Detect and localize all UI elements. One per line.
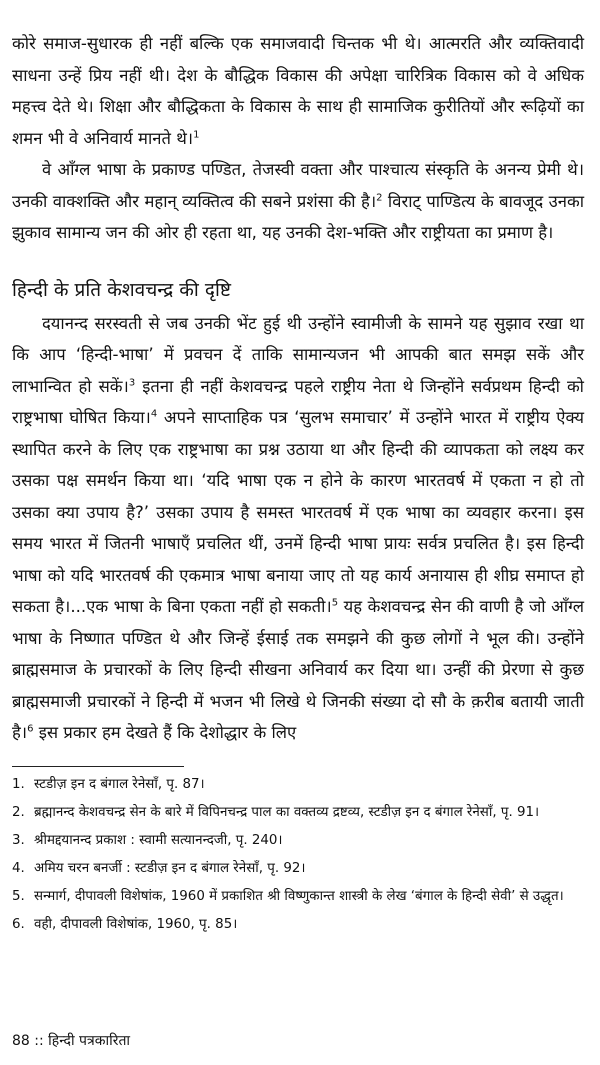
- footnote-number: 2.: [12, 804, 25, 820]
- footnote-text: वही, दीपावली विशेषांक, 1960, पृ. 85।: [34, 916, 238, 932]
- footnote-item: [12, 859, 584, 879]
- paragraph-text: कोरे समाज-सुधारक ही नहीं बल्कि एक समाजवादी चिन्तक भी थे। आत्मरति और व्यक्तिवादी साधना उन्हें प्रिय नहीं थी। देश के बौद्धिक विकास की अपेक्षा चारित्रिक विकास को वे अधिक महत्त्व देते थे। शिक्षा और बौद्धिकता के विकास के साथ ही सामाजिक कुरीतियों और रूढ़ियों का शमन भी वे अनिवार्य मानते थे।: [12, 34, 584, 148]
- footnote-ref: 6: [27, 723, 34, 735]
- section-heading: हिन्दी के प्रति केशवचन्द्र की दृष्टि: [12, 278, 231, 301]
- footnote-divider: [12, 766, 184, 767]
- footnote-text: श्रीमद्दयानन्द प्रकाश : स्वामी सत्यानन्दजी, पृ. 240।: [34, 832, 283, 848]
- footnote-number: 5.: [12, 888, 25, 904]
- footnote-number: 3.: [12, 832, 25, 848]
- footnote-item: [12, 887, 584, 907]
- page-folio: 88 :: हिन्दी पत्रकारिता: [12, 1033, 131, 1049]
- paragraph-text: यह केशवचन्द्र सेन की वाणी है जो आँग्ल भाषा के निष्णात पण्डित थे और जिन्हें ईसाई तक समझने की कुछ लोगों ने भूल की। उन्होंने ब्राह्मसमाज के प्रचारकों के लिए हिन्दी सीखना अनिवार्य कर दिया था। उन्हीं की प्रेरणा से कुछ ब्राह्मसमाजी प्रचारकों ने हिन्दी में भजन भी लिखे थे जिनकी संख्या दो सौ के क़रीब बतायी जाती है।: [12, 597, 584, 742]
- paragraph-text: इतना ही नहीं केशवचन्द्र पहले राष्ट्रीय नेता थे जिन्होंने सर्वप्रथम हिन्दी को राष्ट्रभाषा घोषित किया।: [12, 376, 584, 427]
- body-paragraph: [12, 308, 584, 749]
- footnote-ref: 4: [150, 408, 158, 420]
- footnote-item: [12, 775, 584, 795]
- paragraph-text: अपने साप्ताहिक पत्र ‘सुलभ समाचार’ में उन्होंने भारत में राष्ट्रीय ऐक्य स्थापित करने के लिए एक राष्ट्रभाषा का प्रश्न उठाया था और हिन्दी की व्यापकता को लक्ष्य कर उसका पक्ष समर्थन किया था। ‘यदि भाषा एक न होने के कारण भारतवर्ष में एकता न हो तो उसका क्या उपाय है?’ उसका उपाय है समस्त भारतवर्ष में एक भाषा का व्यवहार करना। इस समय भारत में जितनी भाषाएँ प्रचलित थीं, उनमें हिन्दी भाषा प्रायः सर्वत्र प्रचलित है। इस हिन्दी भाषा को यदि भारतवर्ष की एकमात्र भाषा बनाया जाए तो यह कार्य अनायास ही शीघ्र समाप्त हो सकता है।...एक भाषा के बिना एकता नहीं हो सकती।: [12, 408, 584, 616]
- footnote-number: 4.: [12, 860, 25, 876]
- footnote-item: [12, 831, 584, 851]
- paragraph-text: वे आँग्ल भाषा के प्रकाण्ड पण्डित, तेजस्वी वक्ता और पाश्चात्य संस्कृति के अनन्य प्रेमी थे। उनकी वाक्शक्ति और महान् व्यक्तित्व की सबने प्रशंसा की है।: [12, 160, 584, 211]
- paragraph-text: इस प्रकार हम देखते हैं कि देशोद्धार के लिए: [33, 723, 297, 742]
- footnote-text: अमिय चरन बनर्जी : स्टडीज़ इन द बंगाल रेनेसाँ, पृ. 92।: [34, 860, 306, 876]
- footnote-text: स्टडीज़ इन द बंगाल रेनेसाँ, पृ. 87।: [34, 776, 205, 792]
- footnote-text: सन्मार्ग, दीपावली विशेषांक, 1960 में प्रकाशित श्री विष्णुकान्त शास्त्री के लेख ‘बंगाल के हिन्दी सेवी’ से उद्धृत।: [34, 888, 564, 904]
- footnote-ref: 2: [376, 191, 383, 203]
- footnote-item: [12, 803, 584, 823]
- paragraph-text: विराट् पाण्डित्य के बावजूद उनका झुकाव सामान्य जन की ओर ही रहता था, यह उनकी देश-भक्ति और राष्ट्रीयता का प्रमाण है।: [12, 191, 584, 242]
- footnote-ref: 1: [193, 128, 200, 140]
- footnote-text: ब्रह्मानन्द केशवचन्द्र सेन के बारे में विपिनचन्द्र पाल का वक्तव्य द्रष्टव्य, स्टडीज़ इन द बंगाल रेनेसाँ, पृ. 91।: [34, 804, 540, 820]
- footnote-ref: 5: [331, 597, 339, 609]
- footnote-item: [12, 915, 584, 935]
- paragraph-text: दयानन्द सरस्वती से जब उनकी भेंट हुई थी उन्होंने स्वामीजी के सामने यह सुझाव रखा था कि आप ‘हिन्दी-भाषा’ में प्रवचन दें ताकि सामान्यजन भी आपकी बात समझ सकें और लाभान्वित हो सकें।: [12, 313, 584, 396]
- footnote-list: [12, 775, 584, 935]
- footnote-number: 6.: [12, 916, 25, 932]
- footnote-ref: 3: [128, 376, 136, 388]
- footnote-number: 1.: [12, 776, 25, 792]
- body-paragraph: [12, 28, 584, 154]
- body-paragraph: [12, 154, 584, 249]
